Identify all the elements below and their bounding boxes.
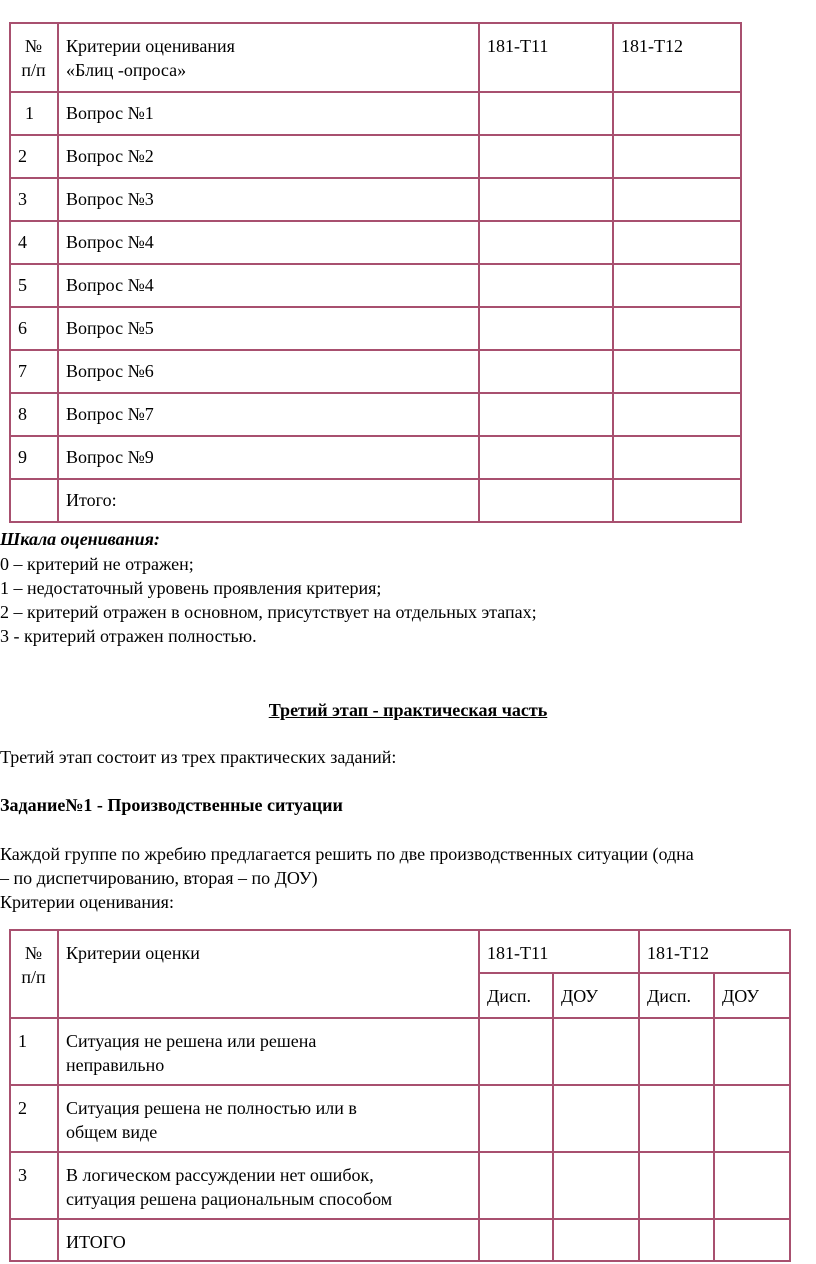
score-cell <box>613 264 741 307</box>
row-label: В логическом рассуждении нет ошибок, ситуация решена рациональным способом <box>58 1152 479 1219</box>
intro-text: Третий этап состоит из трех практических заданий: <box>0 747 397 767</box>
score-cell <box>479 479 613 522</box>
header-num: № п/п <box>10 23 58 92</box>
row-num: 1 <box>10 1018 58 1085</box>
score-cell <box>613 221 741 264</box>
score-cell <box>479 92 613 135</box>
score-cell <box>639 1219 714 1261</box>
row-num <box>10 1219 58 1261</box>
table-row <box>10 135 741 178</box>
table-row <box>10 264 741 307</box>
row-num: 3 <box>10 178 58 221</box>
row-label: Вопрос №2 <box>58 135 479 178</box>
row-label: Ситуация не решена или решена неправильно <box>58 1018 479 1085</box>
row-num: 7 <box>10 350 58 393</box>
score-cell <box>553 1018 639 1085</box>
row-num: 8 <box>10 393 58 436</box>
score-cell <box>714 1018 790 1085</box>
score-cell <box>479 393 613 436</box>
table-row <box>10 1018 790 1085</box>
score-cell <box>613 135 741 178</box>
blitz-criteria-table <box>9 22 742 523</box>
row-num: 4 <box>10 221 58 264</box>
table-header-row <box>10 930 790 973</box>
table-row <box>10 1085 790 1152</box>
table-row-total <box>10 479 741 522</box>
header-group-181-t12: 181-Т12 <box>613 23 741 92</box>
row-label: Вопрос №4 <box>58 221 479 264</box>
table-row <box>10 221 741 264</box>
score-cell <box>479 264 613 307</box>
score-cell <box>479 178 613 221</box>
score-cell <box>714 1152 790 1219</box>
row-num <box>10 479 58 522</box>
score-cell <box>479 436 613 479</box>
score-cell <box>479 221 613 264</box>
header-group-181-t11: 181-Т11 <box>479 930 639 973</box>
task-description-line1: Каждой группе по жребию предлагается решить по две производственных ситуации (одна <box>0 844 694 864</box>
subheader-disp: Дисп. <box>479 973 553 1018</box>
criteria-label: Критерии оценивания: <box>0 892 174 912</box>
score-cell <box>613 393 741 436</box>
situations-criteria-table <box>9 929 791 1262</box>
table-row <box>10 178 741 221</box>
scale-item: 3 - критерий отражен полностью. <box>0 626 257 646</box>
header-criteria: Критерии оценивания «Блиц -опроса» <box>58 23 479 92</box>
table-row <box>10 92 741 135</box>
score-cell <box>613 92 741 135</box>
row-label: Итого: <box>58 479 479 522</box>
score-cell <box>613 436 741 479</box>
score-cell <box>479 307 613 350</box>
scale-item: 0 – критерий не отражен; <box>0 554 194 574</box>
score-cell <box>639 1018 714 1085</box>
score-cell <box>613 350 741 393</box>
row-num: 3 <box>10 1152 58 1219</box>
row-num: 6 <box>10 307 58 350</box>
score-cell <box>613 479 741 522</box>
score-cell <box>613 307 741 350</box>
row-label: Вопрос №9 <box>58 436 479 479</box>
score-cell <box>639 1152 714 1219</box>
row-label: Вопрос №6 <box>58 350 479 393</box>
row-label: Вопрос №5 <box>58 307 479 350</box>
row-label: Вопрос №4 <box>58 264 479 307</box>
subheader-disp: Дисп. <box>639 973 714 1018</box>
row-label: Вопрос №3 <box>58 178 479 221</box>
score-cell <box>714 1219 790 1261</box>
row-label: Ситуация решена не полностью или в общем виде <box>58 1085 479 1152</box>
table-row <box>10 350 741 393</box>
task-description-line2: – по диспетчированию, вторая – по ДОУ) <box>0 868 318 888</box>
score-cell <box>714 1085 790 1152</box>
score-cell <box>553 1085 639 1152</box>
table-header-row <box>10 23 741 92</box>
task-title: Задание№1 - Производственные ситуации <box>0 795 343 815</box>
table-row <box>10 1152 790 1219</box>
scale-title: Шкала оценивания: <box>0 529 160 549</box>
row-label: Вопрос №7 <box>58 393 479 436</box>
table-row <box>10 393 741 436</box>
row-num: 2 <box>10 135 58 178</box>
scale-item: 1 – недостаточный уровень проявления критерия; <box>0 578 382 598</box>
score-cell <box>479 350 613 393</box>
row-num: 9 <box>10 436 58 479</box>
score-cell <box>639 1085 714 1152</box>
subheader-dou: ДОУ <box>553 973 639 1018</box>
header-num: № п/п <box>10 930 58 1018</box>
score-cell <box>479 1018 553 1085</box>
header-group-181-t12: 181-Т12 <box>639 930 790 973</box>
score-cell <box>553 1219 639 1261</box>
scale-item: 2 – критерий отражен в основном, присутствует на отдельных этапах; <box>0 602 537 622</box>
score-cell <box>479 135 613 178</box>
header-criteria: Критерии оценки <box>58 930 479 1018</box>
subheader-dou: ДОУ <box>714 973 790 1018</box>
table-row <box>10 307 741 350</box>
row-label: ИТОГО <box>58 1219 479 1261</box>
score-cell <box>479 1219 553 1261</box>
score-cell <box>553 1152 639 1219</box>
row-num: 1 <box>10 92 58 135</box>
section-heading: Третий этап - практическая часть <box>268 700 548 720</box>
table-row-total <box>10 1219 790 1261</box>
row-num: 2 <box>10 1085 58 1152</box>
header-group-181-t11: 181-Т11 <box>479 23 613 92</box>
row-num: 5 <box>10 264 58 307</box>
row-label: Вопрос №1 <box>58 92 479 135</box>
score-cell <box>479 1152 553 1219</box>
score-cell <box>613 178 741 221</box>
score-cell <box>479 1085 553 1152</box>
table-row <box>10 436 741 479</box>
